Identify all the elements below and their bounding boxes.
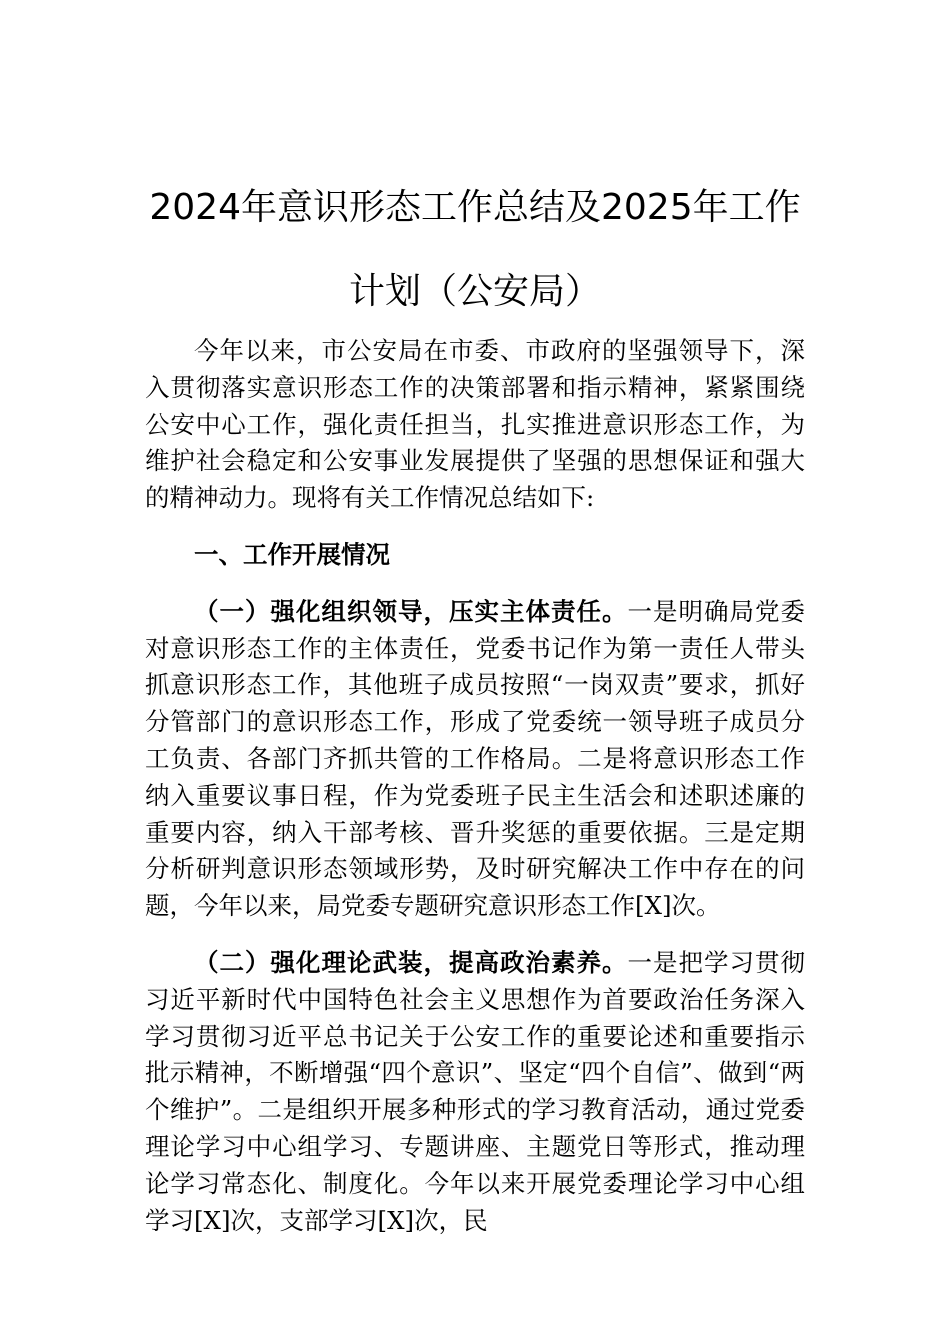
subsection-1-body: 一是明确局党委对意识形态工作的主体责任，党委书记作为第一责任人带头抓意识形态工作，其他班子成员按照“一岗双责”要求，抓好分管部门的意识形态工作，形成了党委统一领导班子成员分工负责、各部门齐抓共管的工作格局。二是将意识形态工作纳入重要议事日程，作为党委班子民主生活会和述职述廉的重要内容，纳入干部考核、晋升奖惩的重要依据。三是定期分析研判意识形态领域形势，及时研究解决工作中存在的问题，今年以来，局党委专题研究意识形态工作[X]次。 <box>145 596 805 921</box>
document-body <box>145 333 805 1239</box>
intro-paragraph: 今年以来，市公安局在市委、市政府的坚强领导下，深入贯彻落实意识形态工作的决策部署和指示精神，紧紧围绕公安中心工作，强化责任担当，扎实推进意识形态工作，为维护社会稳定和公安事业发展提供了坚强的思想保证和强大的精神动力。现将有关工作情况总结如下: <box>145 336 805 513</box>
subsection-2-paragraph <box>145 945 805 1239</box>
subsection-2-heading: （二）强化理论武装，提高政治素养。 <box>194 947 628 977</box>
section-heading: 一、工作开展情况 <box>194 539 390 569</box>
subsection-1-heading: （一）强化组织领导，压实主体责任。 <box>194 596 628 626</box>
document-title: 2024年意识形态工作总结及2025年工作计划（公安局） <box>149 187 801 313</box>
subsection-1-paragraph <box>145 594 805 925</box>
subsection-2-body: 一是把学习贯彻习近平新时代中国特色社会主义思想作为首要政治任务深入学习贯彻习近平总书记关于公安工作的重要论述和重要指示批示精神，不断增强“四个意识”、坚定“四个自信”、做到“两个维护”。二是组织开展多种形式的学习教育活动，通过党委理论学习中心组学习、专题讲座、主题党日等形式，推动理论学习常态化、制度化。今年以来开展党委理论学习中心组学习[X]次，支部学习[X]次，民 <box>145 947 805 1235</box>
